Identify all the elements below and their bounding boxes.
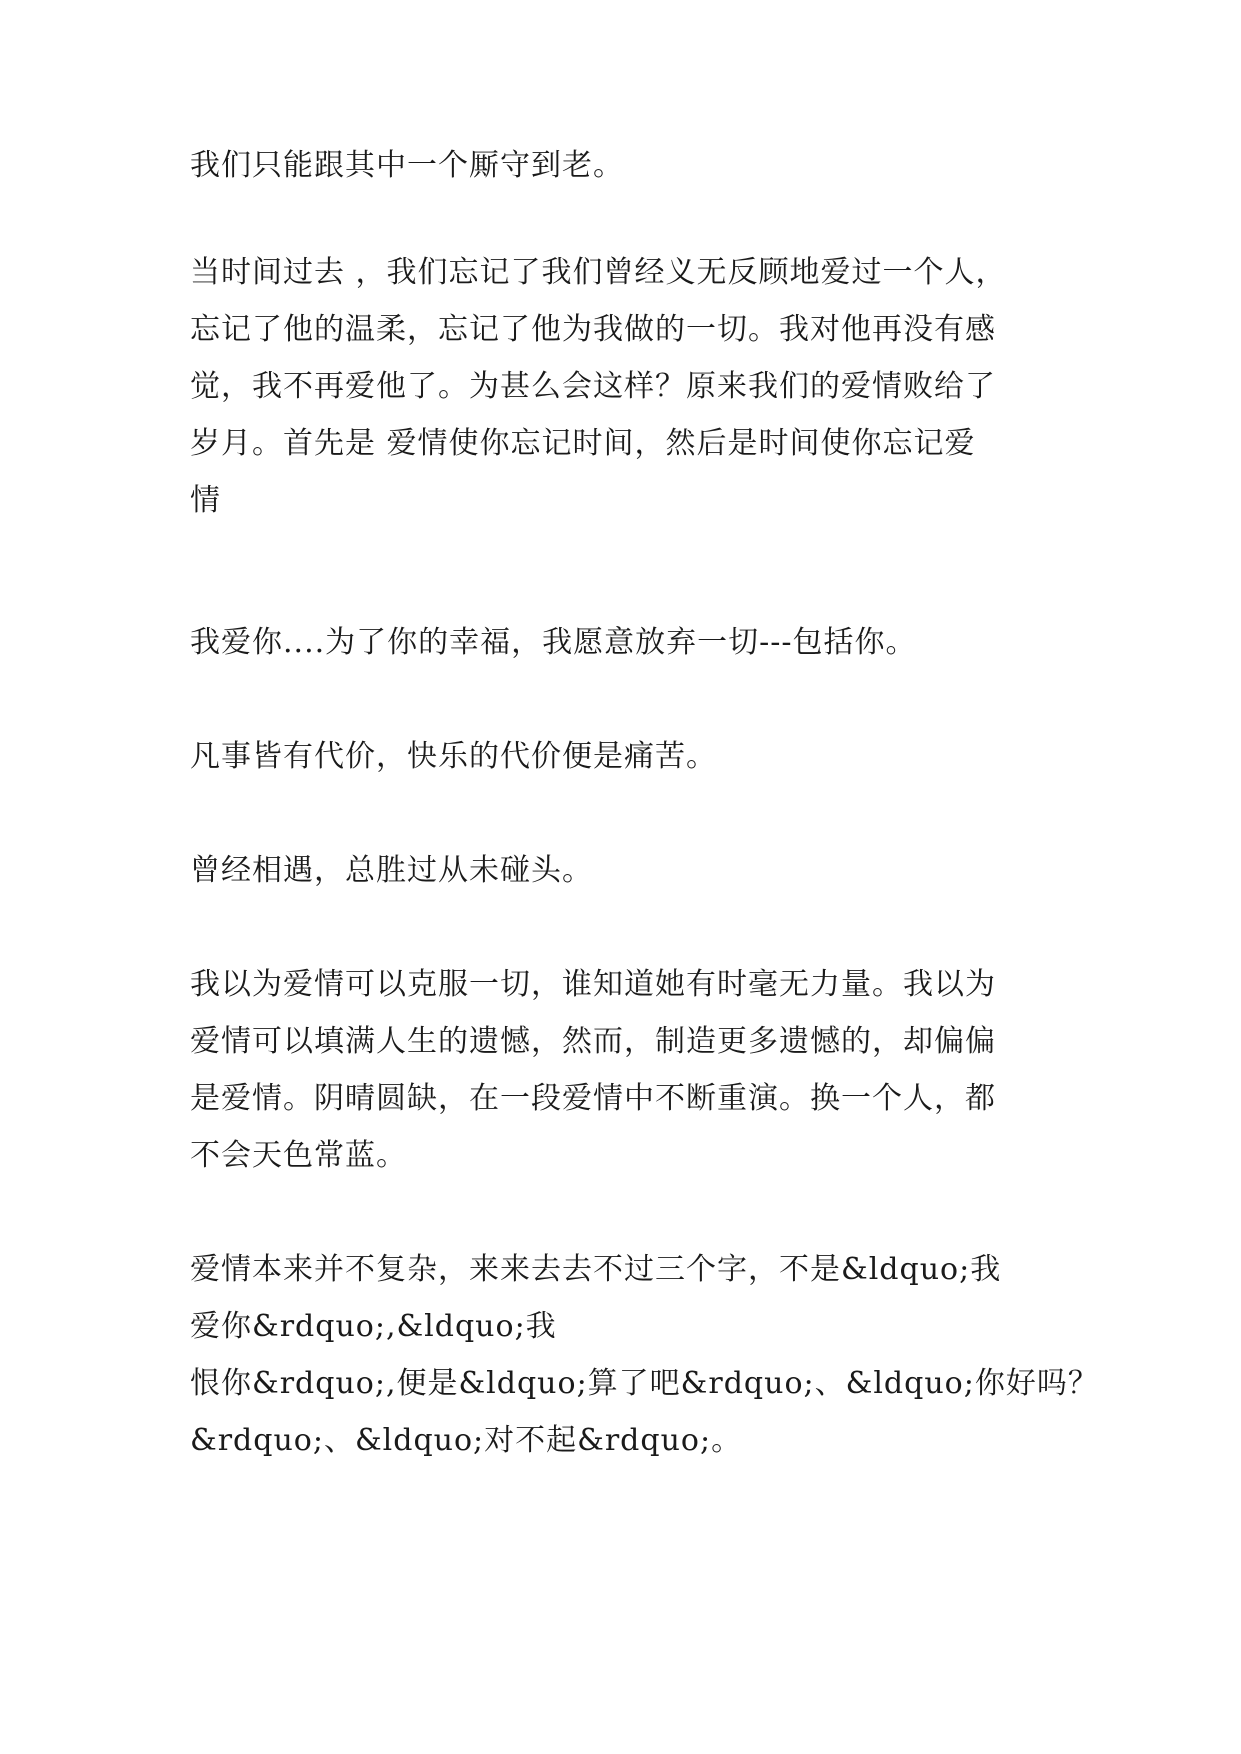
text-line: 我们只能跟其中一个厮守到老。 [190,148,624,183]
text-line: 爱你&rdquo;,&ldquo;我 [190,1309,557,1344]
text-line: 我爱你....为了你的幸福，我愿意放弃一切---包括你。 [190,625,917,660]
text-line: 曾经相遇，总胜过从未碰头。 [190,853,593,888]
text-line: 忘记了他的温柔，忘记了他为我做的一切。我对他再没有感 [190,312,996,347]
text-line: 恨你&rdquo;,便是&ldquo;算了吧&rdquo;、&ldquo;你好吗？ [190,1366,1099,1401]
text-line: 爱情本来并不复杂，来来去去不过三个字，不是&ldquo;我 [190,1252,1002,1287]
text-line: 情 [190,483,221,518]
text-line: 岁月。首先是 爱情使你忘记时间，然后是时间使你忘记爱 [190,426,976,461]
text-line: 当时间过去 ，我们忘记了我们曾经义无反顾地爱过一个人， [190,255,1007,290]
text-line: 觉，我不再爱他了。为甚么会这样？原来我们的爱情败给了 [190,369,996,404]
text-line: 我以为爱情可以克服一切，谁知道她有时毫无力量。我以为 [190,967,996,1002]
text-line: 不会天色常蓝。 [190,1138,407,1173]
text-line: 是爱情。阴晴圆缺，在一段爱情中不断重演。换一个人，都 [190,1081,996,1116]
text-line: 爱情可以填满人生的遗憾，然而，制造更多遗憾的，却偏偏 [190,1024,996,1059]
text-line: &rdquo;、&ldquo;对不起&rdquo;。 [190,1423,743,1458]
text-line: 凡事皆有代价，快乐的代价便是痛苦。 [190,739,717,774]
